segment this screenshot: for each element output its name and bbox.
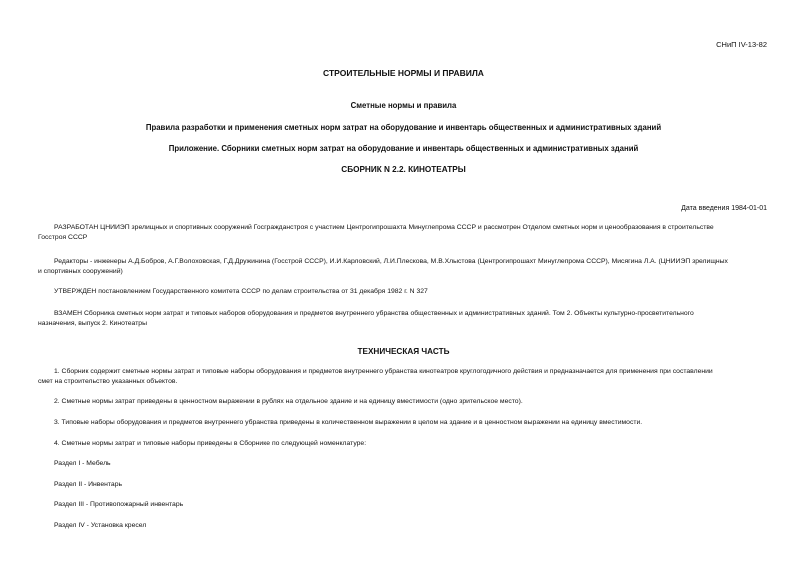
- document-subtitle-3: Приложение. Сборники сметных норм затрат на оборудование и инвентарь общественных и административных зданий: [168, 144, 639, 153]
- developed-line-2: Госстроя СССР: [38, 234, 88, 241]
- technical-item-2: [38, 397, 768, 407]
- replaces-line-2: назначения, выпуск 2. Кинотеатры: [38, 320, 147, 327]
- technical-item-1: [38, 367, 768, 387]
- approved-line: УТВЕРЖДЕН постановлением Государственного комитета СССР по делам строительства от 31 декабря 1982 г. N 327: [54, 288, 428, 295]
- developed-paragraph: [38, 223, 768, 243]
- section-seat-installation: Раздел IV - Установка кресел: [54, 522, 147, 529]
- section-furniture: Раздел I - Мебель: [54, 460, 111, 467]
- document-title: СТРОИТЕЛЬНЫЕ НОРМЫ И ПРАВИЛА: [323, 68, 484, 78]
- editors-paragraph: [38, 257, 768, 277]
- technical-part-heading: ТЕХНИЧЕСКАЯ ЧАСТЬ: [357, 347, 450, 356]
- developed-line-1: РАЗРАБОТАН ЦНИИЭП зрелищных и спортивных сооружений Госгражданстроя с участием Центрогипрошахта Минуглепрома СССР и рассмотрен Отделом сметных норм и ценообразования в строительстве: [54, 224, 714, 231]
- replaces-line-1: ВЗАМЕН Сборника сметных норм затрат и типовых наборов оборудования и предметов внутреннего убранства общественных и административных зданий. Том 2. Объекты культурно-просветительного: [54, 310, 694, 317]
- technical-item-2-text: 2. Сметные нормы затрат приведены в ценностном выражении в рублях на отдельное здание и на единицу вместимости (одно зрительское место).: [54, 398, 523, 405]
- technical-item-1-line-1: 1. Сборник содержит сметные нормы затрат и типовые наборы оборудования и предметов внутреннего убранства кинотеатров круглогодичного действия и предназначается для применения при составлении: [54, 368, 713, 375]
- section-inventory: Раздел II - Инвентарь: [54, 481, 123, 488]
- technical-item-3: [38, 418, 768, 428]
- approved-paragraph: [38, 287, 768, 297]
- section-fire-inventory: Раздел III - Противопожарный инвентарь: [54, 501, 184, 508]
- document-subtitle-1: Сметные нормы и правила: [350, 101, 457, 110]
- technical-item-4-text: 4. Сметные нормы затрат и типовые наборы приведены в Сборнике по следующей номенклатуре:: [54, 440, 367, 447]
- technical-item-4: [38, 439, 768, 449]
- effective-date: Дата введения 1984-01-01: [681, 205, 767, 212]
- document-code: СНиП IV-13-82: [716, 40, 767, 49]
- editors-line-2: и спортивных сооружений): [38, 268, 123, 275]
- replaces-paragraph: [38, 309, 768, 329]
- document-subtitle-2: Правила разработки и применения сметных норм затрат на оборудование и инвентарь общественных и административных зданий: [145, 123, 662, 132]
- editors-line-1: Редакторы - инженеры А.Д.Бобров, А.Г.Волоховская, Г.Д.Дружинина (Госстрой СССР), И.И.Карловский, Л.И.Плескова, М.В.Хлыстова (Центрогипрошахт Минуглепрома СССР), Мисягина Л.А. (ЦНИИЭП зрелищных: [54, 258, 728, 265]
- technical-item-3-text: 3. Типовые наборы оборудования и предметов внутреннего убранства приведены в количественном выражении в целом на здание и в ценностном выражении на единицу вместимости.: [54, 419, 643, 426]
- collection-title: СБОРНИК N 2.2. КИНОТЕАТРЫ: [341, 165, 466, 174]
- technical-item-1-line-2: смет на строительство указанных объектов.: [38, 378, 178, 385]
